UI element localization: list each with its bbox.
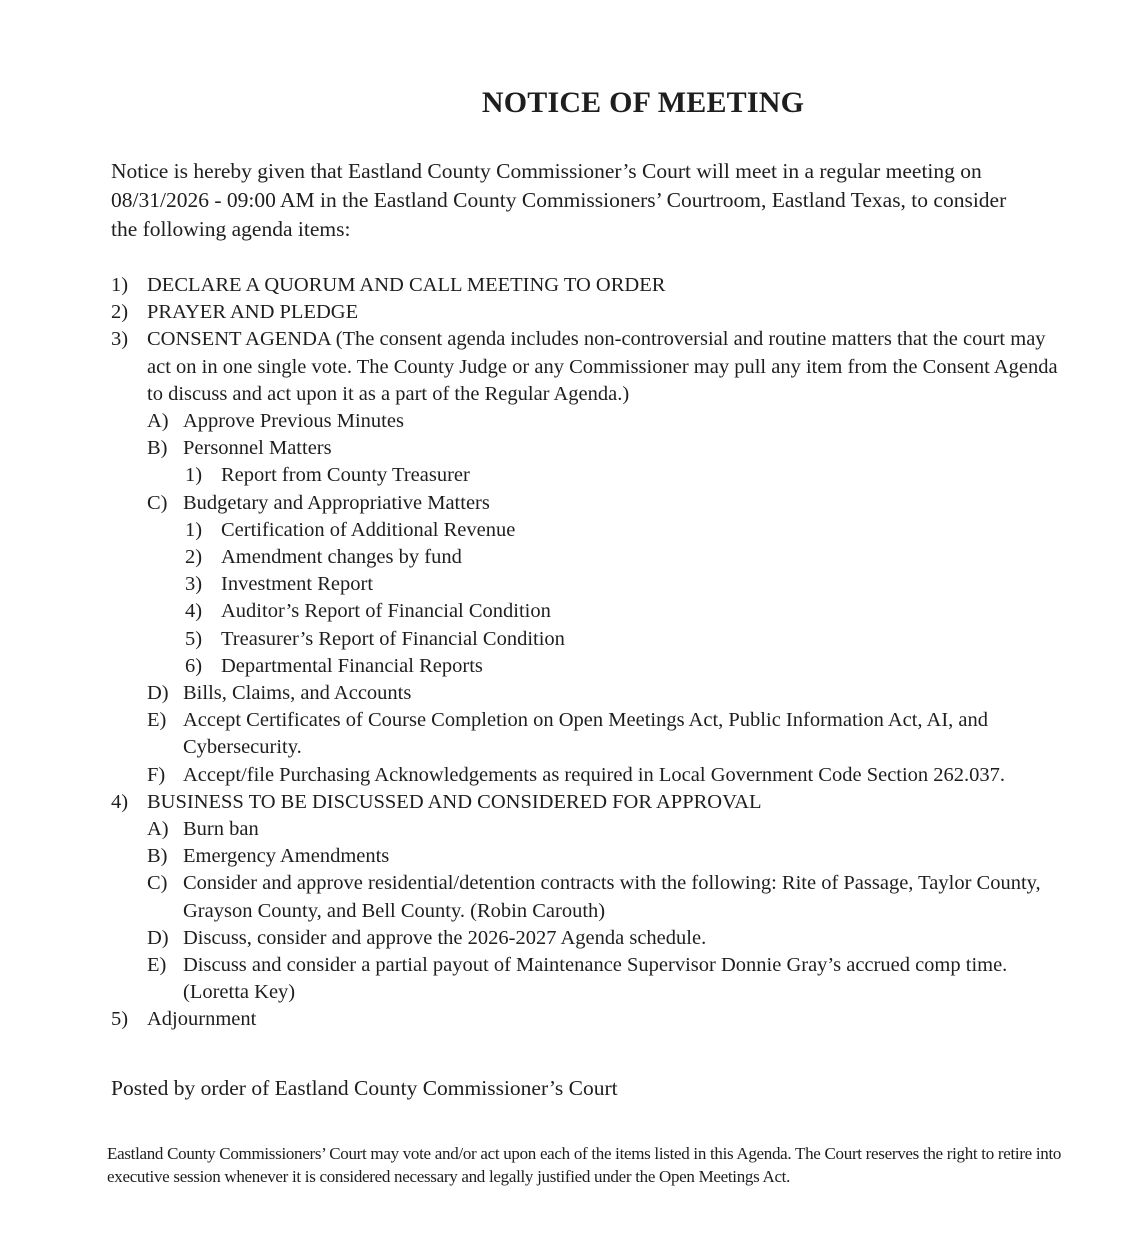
item-number: E)	[147, 709, 167, 732]
agenda-subitem	[111, 762, 1071, 789]
item-text: Accept Certificates of Course Completion on Open Meetings Act, Public Information Act, AI, and Cybersecurity.	[183, 709, 989, 759]
posted-by-line: Posted by order of Eastland County Commissioner’s Court	[111, 1076, 618, 1100]
item-text: DECLARE A QUORUM AND CALL MEETING TO ORDER	[147, 274, 666, 296]
item-text: Consider and approve residential/detention contracts with the following: Rite of Passage, Taylor County, Grayson County, and Bell County. (Robin Carouth)	[183, 872, 1041, 922]
agenda-subsubitem	[111, 517, 1071, 544]
item-number: 4)	[185, 600, 203, 623]
item-text: Accept/file Purchasing Acknowledgements as required in Local Government Code Section 262.037.	[183, 763, 1006, 786]
item-number: F)	[147, 763, 166, 786]
agenda-subitem	[111, 707, 1071, 761]
agenda-item-adjournment	[111, 1006, 1071, 1033]
agenda-item-prayer	[111, 299, 1071, 326]
item-text: Departmental Financial Reports	[221, 654, 483, 677]
item-number: 3)	[185, 573, 203, 596]
item-number: E)	[147, 954, 167, 977]
item-number: 5)	[185, 627, 203, 650]
item-text: Emergency Amendments	[183, 845, 390, 868]
item-number: D)	[147, 926, 169, 949]
agenda-subitem	[111, 680, 1071, 707]
item-text: Approve Previous Minutes	[183, 410, 404, 433]
item-text: Budgetary and Appropriative Matters	[183, 491, 490, 514]
agenda-subsubitem	[111, 653, 1071, 680]
item-text: Burn ban	[183, 818, 259, 841]
item-text: Discuss and consider a partial payout of Maintenance Supervisor Donnie Gray’s accrued comp time. (Loretta Key)	[183, 954, 1008, 1004]
agenda-list	[111, 272, 1071, 1034]
item-number: C)	[147, 491, 168, 514]
agenda-subitem	[111, 435, 1071, 462]
item-number: D)	[147, 682, 169, 705]
item-number: 5)	[111, 1008, 129, 1031]
agenda-subsubitem	[111, 598, 1071, 625]
item-text: PRAYER AND PLEDGE	[147, 301, 359, 324]
item-text: CONSENT AGENDA (The consent agenda includes non-controversial and routine matters that the court may act on in one single vote. The County Judge or any Commissioner may pull any item from the Consent Agenda to discuss and act upon it as a part of the Regular Agenda.)	[147, 328, 1058, 405]
footer-disclaimer: Eastland County Commissioners’ Court may vote and/or act upon each of the items listed in this Agenda. The Court reserves the right to retire into executive session whenever it is considered necessary and legally justified under the Open Meetings Act.	[107, 1144, 1062, 1186]
item-text: BUSINESS TO BE DISCUSSED AND CONSIDERED FOR APPROVAL	[147, 790, 762, 813]
agenda-subitem	[111, 408, 1071, 435]
item-text: Discuss, consider and approve the 2026-2027 Agenda schedule.	[183, 926, 707, 949]
intro-paragraph: Notice is hereby given that Eastland County Commissioner’s Court will meet in a regular meeting on 08/31/2026 - 09:00 AM in the Eastland County Commissioners’ Courtroom, Eastland Texas, to consider the following agenda items:	[111, 159, 1007, 241]
agenda-subsubitem	[111, 626, 1071, 653]
item-number: A)	[147, 410, 169, 433]
item-number: B)	[147, 437, 168, 460]
item-number: C)	[147, 872, 168, 895]
item-text: Adjournment	[147, 1008, 257, 1031]
document-title: NOTICE OF MEETING	[481, 86, 805, 119]
item-number: A)	[147, 818, 169, 841]
item-number: 1)	[185, 464, 203, 487]
agenda-subitem	[111, 490, 1071, 517]
agenda-subitem	[111, 952, 1071, 1006]
agenda-subitem	[111, 843, 1071, 870]
agenda-subsubitem	[111, 571, 1071, 598]
item-number: 1)	[111, 274, 129, 296]
item-text: Treasurer’s Report of Financial Condition	[221, 627, 565, 650]
agenda-item-quorum	[111, 272, 1071, 299]
item-number: 6)	[185, 654, 203, 677]
item-text: Investment Report	[221, 573, 374, 596]
item-number: 4)	[111, 790, 129, 813]
agenda-subitem	[111, 870, 1071, 924]
agenda-item-business	[111, 789, 1071, 816]
item-text: Auditor’s Report of Financial Condition	[221, 600, 551, 623]
item-number: 2)	[111, 301, 129, 324]
item-text: Personnel Matters	[183, 437, 332, 460]
item-number: B)	[147, 845, 168, 868]
item-text: Bills, Claims, and Accounts	[183, 682, 412, 705]
item-number: 1)	[185, 518, 203, 541]
agenda-subsubitem	[111, 462, 1071, 489]
item-number: 2)	[185, 546, 203, 569]
agenda-item-consent	[111, 326, 1071, 408]
agenda-subitem	[111, 925, 1071, 952]
item-number: 3)	[111, 328, 129, 351]
agenda-subitem	[111, 816, 1071, 843]
agenda-subsubitem	[111, 544, 1071, 571]
item-text: Amendment changes by fund	[221, 546, 462, 569]
item-text: Certification of Additional Revenue	[221, 518, 516, 541]
item-text: Report from County Treasurer	[221, 464, 470, 487]
